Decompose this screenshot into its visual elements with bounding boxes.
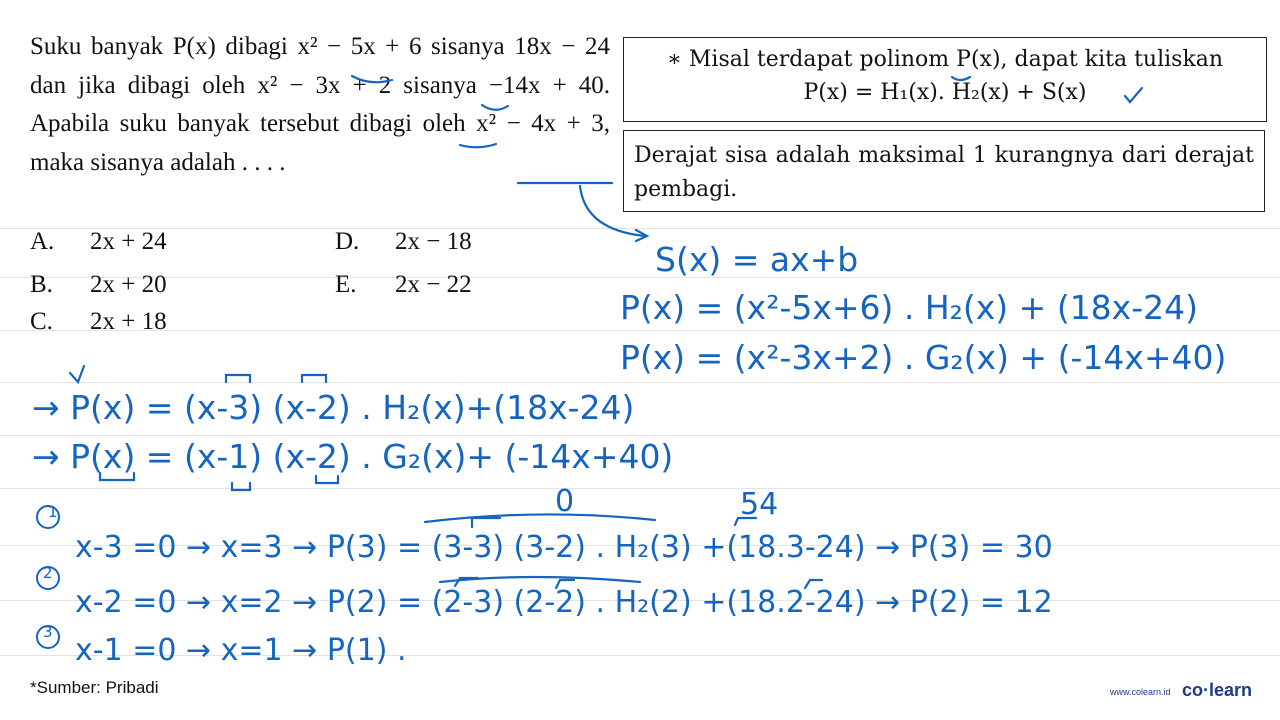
polynomial-form-intro: ∗ Misal terdapat polinom P(x), dapat kita tuliskan [666, 47, 1224, 72]
division-equation-2: P(x) = (x²-3x+2) . G₂(x) + (-14x+40) [620, 338, 1227, 377]
option-letter: C. [30, 308, 53, 335]
underline-stroke [482, 105, 508, 110]
option-value: 2x + 18 [90, 308, 167, 335]
option-value: 2x + 24 [90, 228, 167, 255]
source-note: *Sumber: Pribadi [30, 678, 159, 697]
option-letter: B. [30, 271, 53, 298]
remainder-form: S(x) = ax+b [655, 240, 859, 279]
step-number-1: 1 [48, 503, 58, 521]
pointer-arrow [580, 186, 645, 236]
bracket-stroke [425, 514, 655, 522]
site-url[interactable]: www.colearn.id [1110, 687, 1171, 697]
check-mark [1125, 88, 1142, 102]
brand-logo: co·learn [1182, 680, 1253, 700]
bracket-stroke [316, 476, 338, 483]
annotation-54: 54 [740, 487, 779, 522]
option-letter: E. [335, 271, 357, 298]
step-3-evaluation: x-1 =0 → x=1 → P(1) . [75, 633, 407, 668]
option-value: 2x − 18 [395, 228, 472, 255]
option-value: 2x − 22 [395, 271, 472, 298]
polynomial-form-formula: P(x) = H₁(x). H₂(x) + S(x) [803, 80, 1087, 105]
step-1-evaluation: x-3 =0 → x=3 → P(3) = (3-3) (3-2) . H₂(3) +(18.3-24) → P(3) = 30 [75, 530, 1053, 565]
bracket-stroke [472, 518, 500, 527]
step-2-evaluation: x-2 =0 → x=2 → P(2) = (2-3) (2-2) . H₂(2) +(18.2-24) → P(2) = 12 [75, 585, 1053, 620]
underline-stroke [352, 76, 392, 82]
option-letter: A. [30, 228, 55, 255]
bracket-stroke [226, 375, 250, 382]
step-number-2: 2 [43, 564, 53, 582]
option-value: 2x + 20 [90, 271, 167, 298]
annotation-zero: 0 [555, 484, 575, 519]
remainder-degree-text: Derajat sisa adalah maksimal 1 kurangnya dari derajat pembagi. [634, 143, 1254, 202]
division-equation-1: P(x) = (x²-5x+6) . H₂(x) + (18x-24) [620, 288, 1198, 327]
factored-equation-2: → P(x) = (x-1) (x-2) . G₂(x)+ (-14x+40) [32, 437, 674, 476]
bracket-stroke [232, 483, 250, 490]
underline-stroke [460, 144, 496, 147]
factored-equation-1: → P(x) = (x-3) (x-2) . H₂(x)+(18x-24) [32, 388, 635, 427]
tick-stroke [70, 366, 84, 382]
step-number-3: 3 [43, 623, 53, 641]
option-letter: D. [335, 228, 360, 255]
underline-stroke [952, 77, 970, 80]
bracket-stroke [302, 375, 326, 382]
problem-text: Suku banyak P(x) dibagi x² − 5x + 6 sisanya 18x − 24 dan jika dibagi oleh x² − 3x + 2 sisanya −14x + 40. Apabila suku banyak tersebut dibagi oleh x² − 4x + 3, maka sisanya adalah . . . . [30, 33, 610, 176]
